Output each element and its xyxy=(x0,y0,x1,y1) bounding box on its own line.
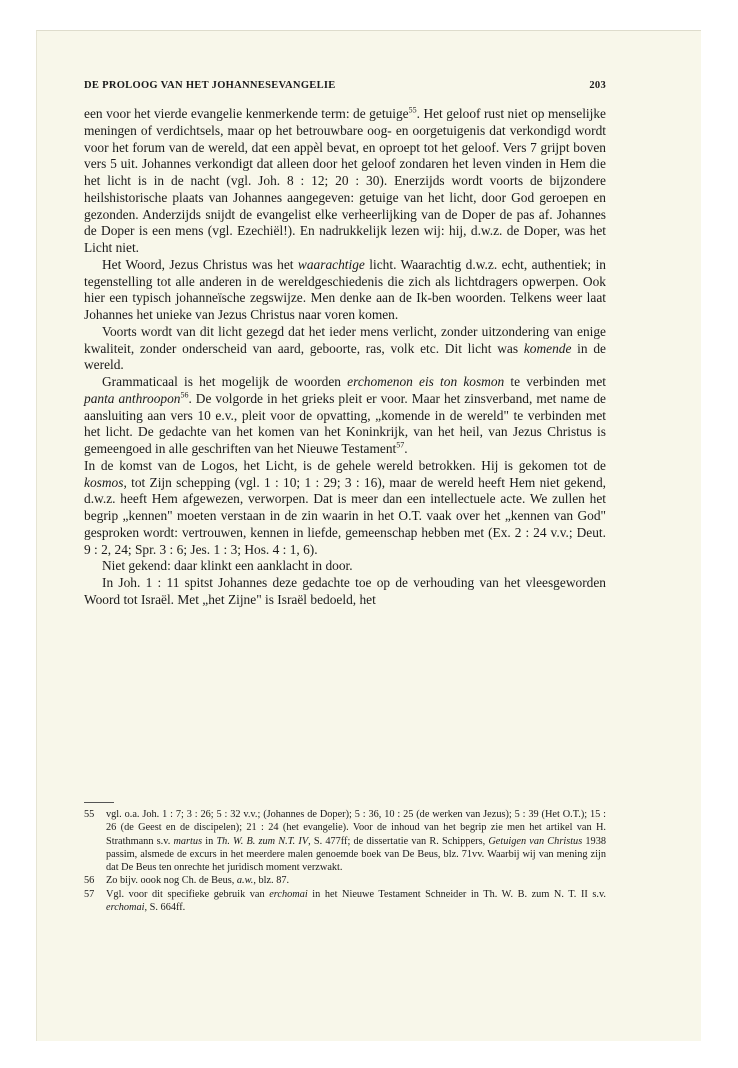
footnote-number: 56 xyxy=(84,875,95,887)
running-title: DE PROLOOG VAN HET JOHANNESEVANGELIE xyxy=(84,80,336,91)
paragraph-7: In Joh. 1 : 11 spitst Johannes deze gedachte toe op de verhouding van het vleesgeworden Woord tot Israël. Met „het Zijne" is Israël bedoeld, het xyxy=(84,575,606,607)
paragraph-5: In de komst van de Logos, het Licht, is de gehele wereld betrokken. Hij is gekomen tot de kosmos, tot Zijn schepping (vgl. 1 : 10; 1 : 29; 3 : 16), maar de wereld heeft Hem niet gekend, d.w.z. heeft Hem afgewezen, verworpen. Dat is meer dan een intellectuele acte. We zullen het begrip „kennen" moeten verstaan in de zin waarin in het O.T. vaak over het „kennen van God" gesproken wordt: vertrouwen, kennen in liefde, gemeenschap hebben met (Ex. 2 : 24 v.v.; Deut. 9 : 2, 24; Spr. 3 : 6; Jes. 1 : 3; Hos. 4 : 1, 6). xyxy=(84,457,606,557)
paragraph-4: Grammaticaal is het mogelijk de woorden erchomenon eis ton kosmon te verbinden met panta anthroopon$^{56}$. De volgorde in het grieks pleit er voor. Maar het zinsverband, met name de aansluiting aan vers 10 e.v., pleit voor de opvatting, „komende in de wereld" te verbinden met het licht. De gedachte van het komen van het Koninkrijk, van het heil, van Jezus Christus is gemeengoed in alle geschriften van het Nieuwe Testament$^{57}$. xyxy=(84,374,606,456)
running-header xyxy=(84,80,606,91)
paragraph-3: Voorts wordt van dit licht gezegd dat het ieder mens verlicht, zonder uitzondering van enige kwaliteit, zonder onderscheid van aard, geboorte, ras, volk etc. Dit licht was komende in de wereld. xyxy=(84,323,606,373)
paragraph-6: Niet gekend: daar klinkt een aanklacht in door. xyxy=(102,558,353,574)
footnote-number: 55 xyxy=(84,809,95,820)
footnote-ref-55: 55 xyxy=(408,105,417,115)
paragraph-2: Het Woord, Jezus Christus was het waarachtige licht. Waarachtig d.w.z. echt, authentiek; in tegenstelling tot alle anderen in de wereldgeschiedenis die zich als lichtdragers opwerpen. Ook hier een typisch johanneïsche zegswijze. Men denke aan de Ik-ben woorden. Telkens weer laat Johannes het unieke van Jezus Christus naar voren komen. xyxy=(84,256,606,322)
footnote-number: 57 xyxy=(84,888,95,900)
footnotes xyxy=(84,808,606,914)
footnote-ref-56: 56 xyxy=(180,390,189,400)
page-number: 203 xyxy=(589,80,606,91)
footnote-divider xyxy=(84,802,114,803)
paragraph-1: een voor het vierde evangelie kenmerkende term: de getuige$^{55}$. Het geloof rust niet op menselijke meningen of verdichtsels, maar op het betrouwbare oog- en oorgetuigenis dat verkondigd wordt voor het forum van de wereld, dat een appèl bevat, en oproept tot het geloof. Vers 7 grijpt boven vers 5 uit. Johannes verkondigt dat alleen door het geloof zondaren het leven vinden in Hem die het licht is in de nacht (vgl. Joh. 8 : 12; 20 : 30). Enerzijds wordt voorts de bijzondere heilshistorische plaats van Johannes aangegeven: getuige van het licht, door God geroepen en gezonden. Anderzijds snijdt de evangelist elke verheerlijking van de Doper de pas af. Johannes de Doper is een mens (vgl. Ezechiël!). En nadrukkelijk lezen wij: hij, d.w.z. de Doper, was het Licht niet. xyxy=(84,105,607,255)
footnote-ref-57: 57 xyxy=(396,440,405,450)
footnote-55: 55 vgl. o.a. Joh. 1 : 7; 3 : 26; 5 : 32 v.v.; (Johannes de Doper); 5 : 36, 10 : 25 (de werken van Jezus); 5 : 39 (Het O.T.); 15 : 26 (de Geest en de discipelen); 21 : 24 (het evangelie). Voor de inhoud van het begrip zie men het artikel van H. Strathmann s.v. martus in Th. W. B. zum N.T. IV, S. 477ff; de dissertatie van R. Schippers, Getuigen van Christus 1938 passim, alsmede de excurs in het meerdere malen genoemde boek van De Beus, blz. 71vv. Waarbij wij van mening zijn dat De Beus ten onrechte het juridisch moment verzwakt. xyxy=(84,809,606,874)
main-text xyxy=(84,106,606,609)
footnote-57: 57 Vgl. voor dit specifieke gebruik van erchomai in het Nieuwe Testament Schneider in Th. W. B. zum N. T. II s.v. erchomai, S. 664ff. xyxy=(84,888,607,914)
footnote-56: 56 Zo bijv. oook nog Ch. de Beus, a.w., blz. 87. xyxy=(84,875,290,887)
